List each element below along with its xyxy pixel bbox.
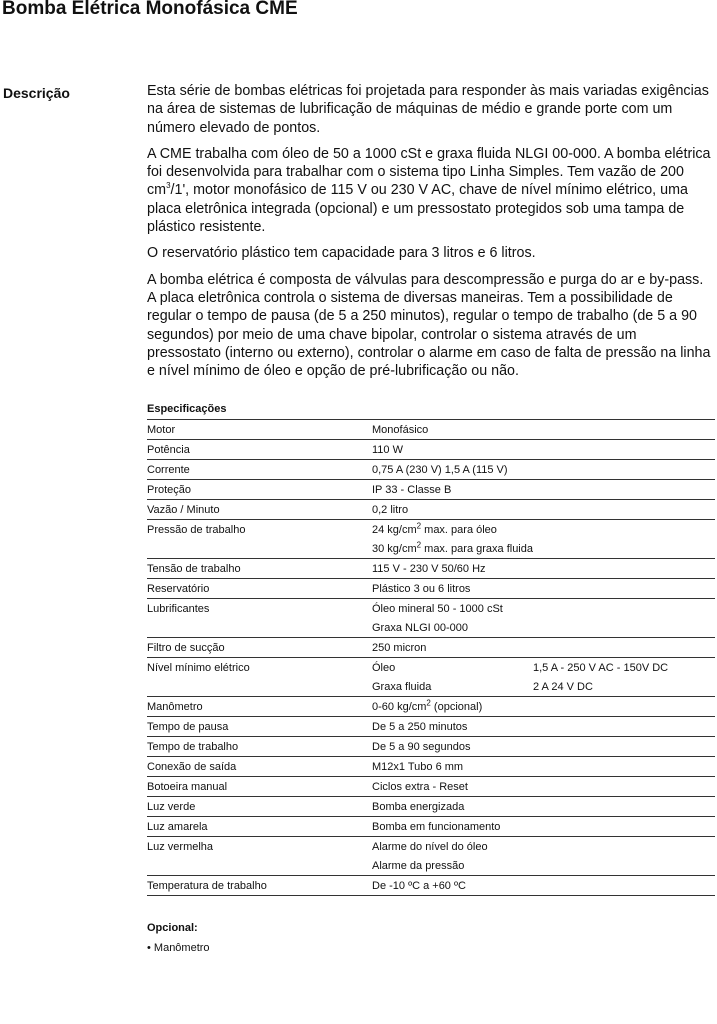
spec-value-part: max. para óleo — [421, 523, 497, 536]
spec-label: Luz vermelha — [147, 837, 372, 857]
spec-value: Graxa NLGI 00-000 — [372, 621, 468, 634]
spec-row — [147, 777, 715, 797]
spec-label: Tempo de pausa — [147, 717, 372, 737]
spec-value-part: max. para graxa fluida — [421, 542, 533, 555]
spec-row — [147, 797, 715, 817]
spec-extra — [533, 777, 715, 797]
spec-value: 110 W — [372, 440, 533, 460]
spec-row — [147, 697, 715, 717]
description-text-part: A CME trabalha com óleo de 50 a 1000 cSt e graxa fluida NLGI 00-000. A bomba elétrica foi desenvolvida para trabalhar com o sistema tipo Linha Simples. Tem vazão de 200 cm — [147, 145, 711, 199]
spec-label: Temperatura de trabalho — [147, 876, 372, 896]
spec-value — [372, 539, 533, 559]
spec-row — [147, 480, 715, 500]
page-title: Bomba Elétrica Monofásica CME — [2, 0, 298, 19]
spec-value — [372, 520, 533, 540]
spec-value: M12x1 Tubo 6 mm — [372, 757, 533, 777]
spec-row — [147, 460, 715, 480]
spec-value: Óleo mineral 50 - 1000 cSt — [372, 599, 533, 619]
spec-value: Monofásico — [372, 420, 533, 440]
spec-row — [147, 817, 715, 837]
spec-row — [147, 559, 715, 579]
spec-value: Ciclos extra - Reset — [372, 777, 533, 797]
spec-label: Vazão / Minuto — [147, 500, 372, 520]
spec-value: De 5 a 250 minutos — [372, 717, 533, 737]
spec-extra — [533, 717, 715, 737]
spec-label — [147, 677, 372, 697]
description-paragraph: A bomba elétrica é composta de válvulas para descompressão e purga do ar e by-pass. A placa eletrônica controla o sistema de diversas maneiras. Tem a possibilidade de regular o tempo de pausa (de 5 a 250 minutos), regular o tempo de trabalho (de 5 a 90 segundos) por meio de uma chave bipolar, controlar o sistema através de um pressostato (interno ou externo), controlar o alarme em caso de falta de pressão na linha e nível mínimo de óleo e opção de pré-lubrificação ou não. — [147, 271, 711, 380]
specifications-section — [147, 403, 715, 896]
description-paragraph — [147, 145, 712, 236]
spec-value — [372, 697, 533, 717]
spec-extra: 1,5 A - 250 V AC - 150V DC — [533, 658, 715, 678]
spec-row — [147, 856, 715, 876]
spec-row — [147, 539, 715, 559]
specifications-table — [147, 419, 715, 896]
spec-row — [147, 876, 715, 896]
spec-row — [147, 500, 715, 520]
spec-row — [147, 599, 715, 619]
spec-extra: 2 A 24 V DC — [532, 680, 593, 693]
spec-label: Botoeira manual — [147, 777, 372, 797]
superscript: 2 — [416, 520, 422, 530]
spec-label: Luz verde — [147, 797, 372, 817]
spec-label: Tensão de trabalho — [147, 559, 372, 579]
spec-extra — [533, 757, 715, 777]
spec-row — [147, 520, 715, 540]
optional-title: Opcional: — [147, 922, 198, 934]
spec-value-part: (opcional) — [430, 700, 483, 713]
spec-extra — [533, 599, 715, 619]
spec-extra — [533, 797, 715, 817]
spec-label: Corrente — [147, 460, 372, 480]
spec-value: Plástico 3 ou 6 litros — [372, 579, 533, 599]
spec-label: Pressão de trabalho — [147, 520, 372, 540]
spec-row — [147, 717, 715, 737]
spec-row — [147, 638, 715, 658]
spec-value-part: 24 kg/cm — [372, 523, 417, 536]
spec-label — [147, 539, 372, 559]
spec-value-part: 30 kg/cm — [372, 542, 417, 555]
spec-extra — [533, 440, 715, 460]
spec-row — [147, 618, 715, 638]
optional-item: • Manômetro — [147, 942, 210, 954]
spec-value-part: 0-60 kg/cm — [372, 700, 427, 713]
superscript: 3 — [166, 181, 171, 191]
description-paragraph: Esta série de bombas elétricas foi projetada para responder às mais variadas exigências na área de sistemas de lubrificação de máquinas de médio e grande porte com um número elevado de pontos. — [147, 83, 709, 136]
spec-row — [147, 658, 715, 678]
spec-row — [147, 737, 715, 757]
spec-extra — [533, 697, 715, 717]
spec-label: Lubrificantes — [147, 599, 372, 619]
spec-extra — [533, 559, 715, 579]
spec-label: Nível mínimo elétrico — [147, 658, 372, 678]
description-text-part: /1', motor monofásico de 115 V ou 230 V AC, chave de nível mínimo elétrico, uma placa eletrônica integrada (opcional) e um pressostato protegidos sob uma tampa de plástico resistente. — [147, 182, 688, 236]
spec-extra — [533, 876, 715, 896]
spec-label: Motor — [147, 420, 372, 440]
description-paragraph: O reservatório plástico tem capacidade para 3 litros e 6 litros. — [147, 245, 536, 262]
description-text — [147, 82, 712, 388]
spec-value: Óleo — [372, 658, 533, 678]
spec-value: De 5 a 90 segundos — [372, 737, 533, 757]
superscript: 2 — [426, 697, 431, 707]
spec-row — [147, 757, 715, 777]
spec-row — [147, 579, 715, 599]
spec-extra — [533, 500, 715, 520]
spec-value: Alarme da pressão — [372, 859, 465, 872]
spec-value: 0,75 A (230 V) 1,5 A (115 V) — [372, 460, 533, 480]
spec-label: Manômetro — [147, 697, 372, 717]
spec-value: 0,2 litro — [372, 500, 533, 520]
spec-value: Graxa fluida — [372, 680, 432, 693]
spec-label — [147, 618, 372, 638]
spec-value: Alarme do nível do óleo — [372, 837, 533, 857]
spec-row — [147, 677, 715, 697]
spec-label: Tempo de trabalho — [147, 737, 372, 757]
description-label: Descrição — [3, 85, 70, 101]
spec-row — [147, 440, 715, 460]
spec-value: IP 33 - Classe B — [372, 480, 533, 500]
spec-label: Filtro de sucção — [147, 638, 372, 658]
spec-extra — [533, 420, 715, 440]
spec-label: Luz amarela — [147, 817, 372, 837]
spec-extra — [533, 618, 715, 638]
spec-value: 250 micron — [372, 638, 533, 658]
spec-label: Conexão de saída — [147, 757, 372, 777]
spec-extra — [533, 579, 715, 599]
spec-label: Reservatório — [147, 579, 372, 599]
spec-extra — [533, 520, 715, 540]
spec-extra — [533, 460, 715, 480]
spec-value: Bomba energizada — [372, 797, 533, 817]
superscript: 2 — [416, 539, 422, 549]
spec-extra — [533, 856, 715, 876]
spec-extra — [533, 737, 715, 757]
spec-value: Bomba em funcionamento — [372, 817, 533, 837]
spec-value: 115 V - 230 V 50/60 Hz — [372, 559, 533, 579]
spec-label — [147, 856, 372, 876]
spec-extra — [533, 837, 715, 857]
specifications-title: Especificações — [147, 403, 227, 415]
spec-value: De -10 ºC a +60 ºC — [372, 876, 533, 896]
spec-extra — [533, 539, 715, 559]
spec-label: Potência — [147, 440, 372, 460]
spec-extra — [533, 480, 715, 500]
spec-row — [147, 837, 715, 857]
spec-extra — [533, 638, 715, 658]
spec-extra — [533, 817, 715, 837]
spec-label: Proteção — [147, 480, 372, 500]
spec-row — [147, 420, 715, 440]
